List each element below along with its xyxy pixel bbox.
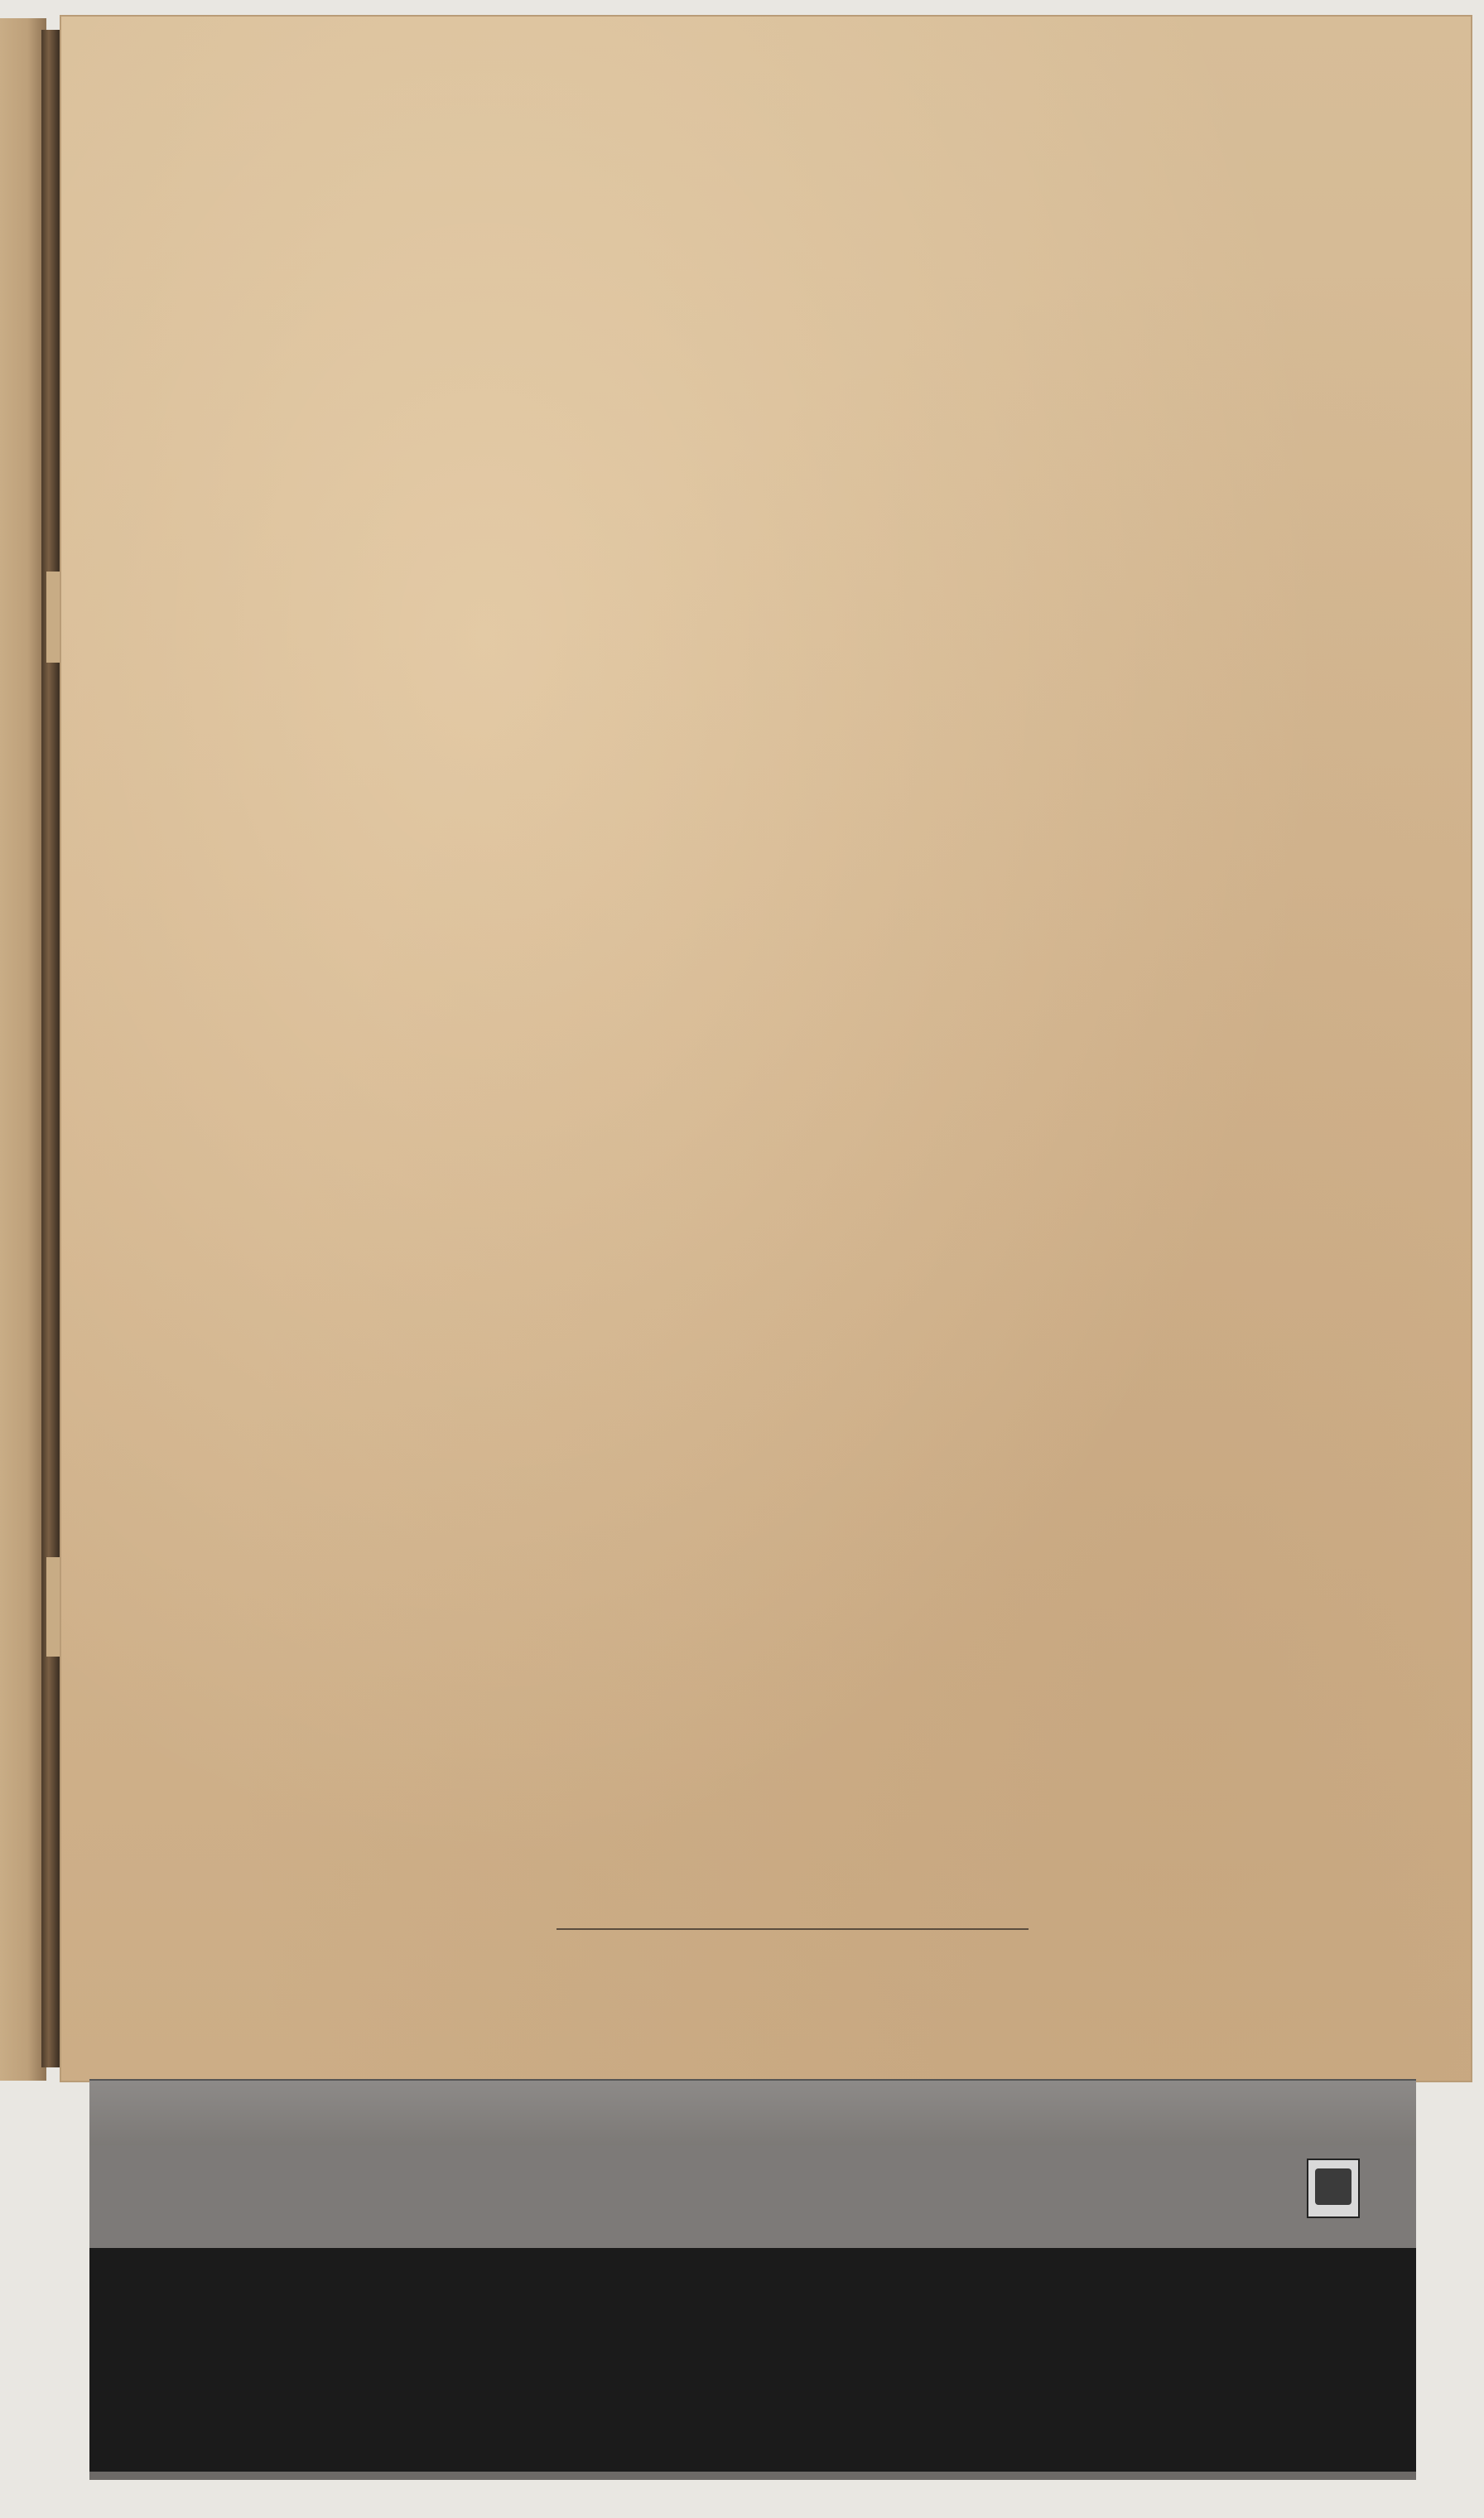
ruler-ticks xyxy=(89,2081,1416,2147)
book-binding xyxy=(41,30,60,2067)
book-spine-edge xyxy=(0,18,46,2081)
document-page xyxy=(60,15,1472,2082)
binding-gap xyxy=(46,1557,60,1657)
binding-gap xyxy=(46,572,60,663)
patch-labels xyxy=(89,2215,1416,2248)
measurement-ruler xyxy=(89,2079,1416,2147)
color-patches xyxy=(89,2248,1416,2472)
imprint-rule xyxy=(556,1928,1029,1930)
color-card-edge xyxy=(89,2472,1416,2480)
color-card-header xyxy=(89,2145,1416,2248)
kodak-logo xyxy=(1307,2159,1360,2218)
